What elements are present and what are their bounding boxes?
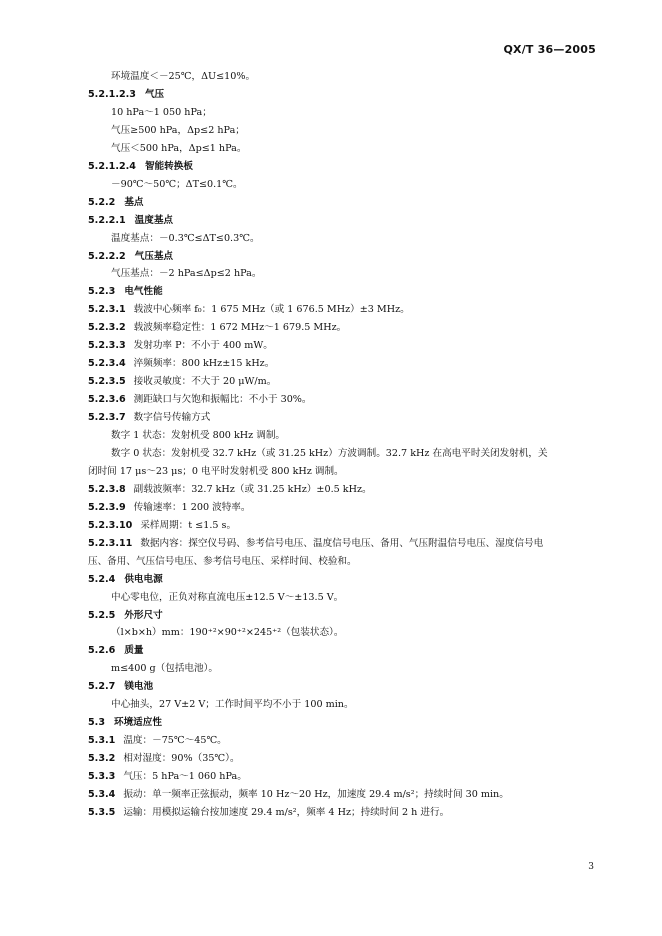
clause-text: 数字信号传输方式 (133, 412, 211, 424)
section-title: 温度基点 (134, 214, 174, 226)
paragraph-continuation: 压、备用、气压信号电压、参考信号电压、采样时间、校验和。 (88, 555, 357, 567)
clause-number: 5.2.3.7 (88, 412, 126, 424)
section-title: 外形尺寸 (124, 609, 163, 621)
paragraph-text: 数字 0 状态：发射机受 32.7 kHz（或 31.25 kHz）方波调制。32.7 kHz 在高电平时关闭发射机，关 (111, 447, 548, 459)
clause-number: 5.2.3.5 (88, 376, 126, 388)
clause-number: 5.2.3.9 (88, 501, 126, 513)
section-heading (88, 88, 164, 102)
section-heading (88, 716, 162, 730)
clause-number: 5.2.3.1 (88, 304, 126, 316)
section-number: 5.2.7 (88, 681, 116, 693)
section-heading (88, 609, 163, 623)
paragraph-text: 气压≥500 hPa，Δp≤2 hPa； (111, 124, 245, 136)
standard-number: QX/T 36—2005 (503, 43, 596, 56)
clause-text: 发射功率 P：不小于 400 mW。 (133, 340, 273, 352)
clause-text: 气压：5 hPa～1 060 hPa。 (123, 771, 247, 783)
section-number: 5.2.4 (88, 573, 116, 585)
section-title: 环境适应性 (114, 717, 162, 729)
paragraph-text: 数字 1 状态：发射机受 800 kHz 调制。 (111, 430, 286, 441)
clause-text: 测距缺口与欠饱和振幅比：不小于 30%。 (133, 394, 312, 406)
numbered-clause (88, 393, 312, 407)
clause-text: 运输：用模拟运输台按加速度 29.4 m/s²，频率 4 Hz；持续时间 2 h 进行。 (123, 806, 450, 818)
paragraph-text: 气压＜500 hPa，Δp≤1 hPa。 (111, 142, 247, 154)
clause-text: 载波频率稳定性：1 672 MHz～1 679.5 MHz。 (133, 322, 347, 334)
section-title: 智能转换板 (144, 160, 193, 172)
clause-number: 5.2.3.10 (88, 519, 133, 531)
clause-text: 数据内容：探空仪号码、参考信号电压、温度信号电压、备用、气压附温信号电压、湿度信号电 (140, 537, 544, 549)
section-number: 5.2.2 (88, 196, 116, 208)
section-heading (88, 196, 144, 210)
numbered-clause (88, 519, 236, 533)
section-number: 5.3 (88, 717, 105, 729)
numbered-clause (88, 788, 509, 802)
section-heading (88, 644, 144, 658)
section-title: 基点 (124, 196, 144, 208)
paragraph-text: 中心抽头，27 V±2 V；工作时间平均不小于 100 min。 (111, 699, 354, 711)
clause-number: 5.2.3.6 (88, 394, 126, 406)
clause-number: 5.2.3.4 (88, 358, 126, 370)
section-number: 5.2.5 (88, 609, 116, 621)
clause-text: 淬频频率：800 kHz±15 kHz。 (133, 358, 275, 370)
clause-number: 5.2.3.2 (88, 322, 126, 334)
section-title: 镁电池 (124, 681, 154, 693)
clause-number: 5.3.2 (88, 753, 116, 765)
section-heading (88, 250, 173, 264)
section-number: 5.2.2.2 (88, 250, 126, 262)
paragraph-text: 气压基点：－2 hPa≤Δp≤2 hPa。 (111, 268, 262, 280)
paragraph-text: 温度基点：－0.3℃≤ΔT≤0.3℃。 (111, 232, 260, 244)
clause-text: 温度：－75℃～45℃。 (123, 735, 227, 747)
section-title: 供电电源 (124, 573, 163, 585)
clause-text: 振动：单一频率正弦振动，频率 10 Hz～20 Hz，加速度 29.4 m/s²；持续时间 30 min。 (123, 789, 509, 800)
section-title: 气压基点 (134, 250, 174, 262)
numbered-clause (88, 770, 247, 784)
paragraph-text: 环境温度＜－25℃，ΔU≤10%。 (111, 71, 256, 82)
paragraph-text: （l×b×h）mm：190⁺²×90⁺²×245⁺²（包装状态）。 (111, 627, 344, 639)
clause-number: 5.2.3.8 (88, 483, 126, 495)
section-title: 电气性能 (124, 286, 163, 298)
clause-number: 5.3.3 (88, 771, 116, 783)
numbered-clause (88, 411, 210, 425)
paragraph-text: －90℃～50℃；ΔT≤0.1℃。 (111, 178, 243, 190)
page-number: 3 (588, 862, 594, 872)
numbered-clause (88, 339, 273, 353)
clause-text: 接收灵敏度：不大于 20 μW/m。 (133, 376, 277, 388)
clause-text: 传输速率：1 200 波特率。 (133, 501, 251, 513)
numbered-clause (88, 734, 227, 748)
section-number: 5.2.6 (88, 645, 116, 657)
paragraph-text: 10 hPa～1 050 hPa； (111, 106, 212, 118)
section-heading (88, 214, 173, 228)
clause-number: 5.3.1 (88, 735, 116, 747)
paragraph-text: m≤400 g（包括电池）。 (111, 663, 218, 675)
clause-text: 载波中心频率 f₀：1 675 MHz（或 1 676.5 MHz）±3 MHz。 (133, 304, 410, 316)
section-heading (88, 160, 193, 174)
numbered-clause (88, 483, 372, 497)
numbered-clause (88, 501, 251, 515)
paragraph-continuation: 闭时间 17 μs～23 μs；0 电平时发射机受 800 kHz 调制。 (88, 465, 344, 477)
section-number: 5.2.2.1 (88, 214, 126, 226)
clause-number: 5.3.4 (88, 789, 116, 800)
numbered-clause (88, 375, 276, 389)
clause-number: 5.3.5 (88, 806, 116, 818)
numbered-clause (88, 806, 449, 820)
section-number: 5.2.3 (88, 286, 116, 298)
section-heading (88, 573, 163, 587)
section-number: 5.2.1.2.4 (88, 160, 136, 172)
section-heading (88, 285, 163, 299)
section-title: 气压 (144, 88, 165, 100)
paragraph-text: 中心零电位，正负对称直流电压±12.5 V～±13.5 V。 (111, 591, 344, 603)
section-title: 质量 (124, 645, 144, 657)
section-heading (88, 680, 153, 694)
numbered-clause (88, 752, 240, 766)
section-number: 5.2.1.2.3 (88, 88, 136, 100)
numbered-clause (88, 321, 346, 335)
clause-number: 5.2.3.3 (88, 340, 126, 352)
numbered-clause (88, 357, 274, 371)
numbered-clause (88, 537, 543, 551)
clause-text: 采样周期：t ≤1.5 s。 (140, 519, 237, 531)
clause-number: 5.2.3.11 (88, 537, 133, 549)
clause-text: 副载波频率：32.7 kHz（或 31.25 kHz）±0.5 kHz。 (133, 483, 372, 495)
clause-text: 相对湿度：90%（35℃）。 (123, 753, 240, 765)
numbered-clause (88, 303, 410, 317)
